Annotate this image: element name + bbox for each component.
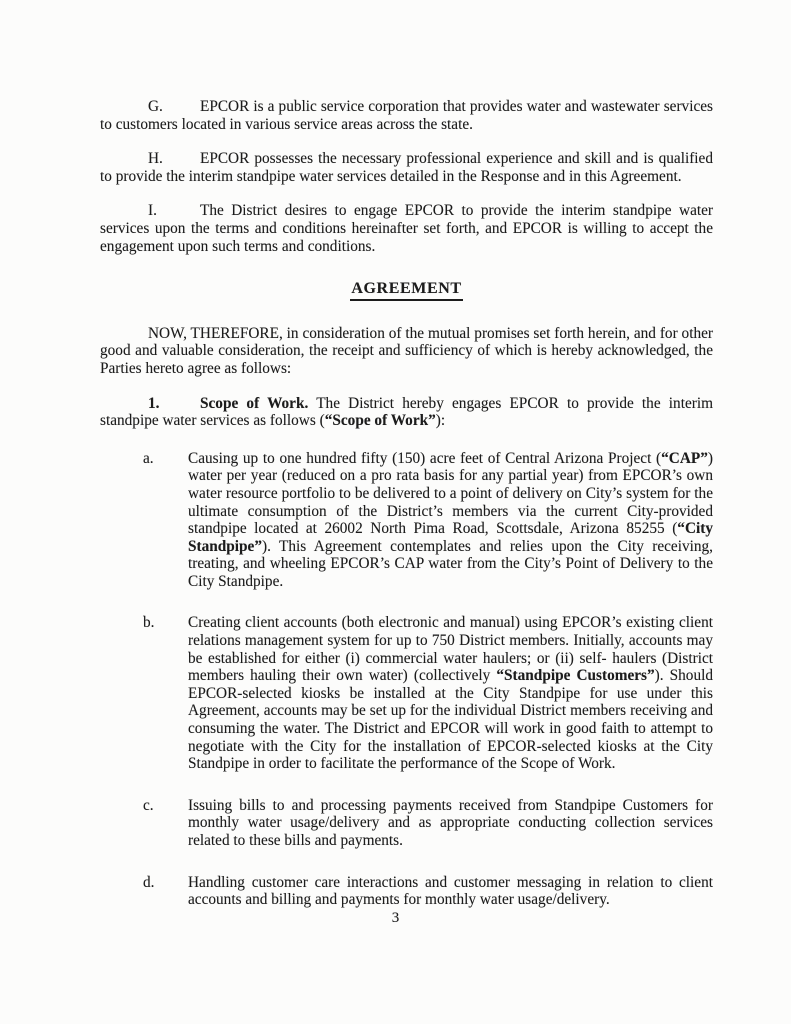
scope-item-a-text	[188, 450, 713, 590]
recital-g-label: G.	[148, 98, 163, 115]
recital-g	[100, 98, 713, 133]
scope-item-b-text	[188, 614, 713, 772]
text-segment-bold: “Standpipe Customers”	[496, 667, 655, 685]
recital-g-text: EPCOR is a public service corporation that provides water and wastewater services to customers located in various service areas across the state.	[100, 98, 713, 133]
recital-i-text: The District desires to engage EPCOR to provide the interim standpipe water services upon the terms and conditions hereinafter set forth, and EPCOR is willing to accept the engagement upon such terms and conditions.	[100, 202, 713, 255]
scope-item-a-label: a.	[143, 449, 154, 467]
recital-h-label: H.	[148, 150, 163, 168]
scope-item-c-text	[188, 797, 713, 849]
text-segment-bold: “Scope of Work”	[324, 412, 436, 430]
agreement-heading-text: AGREEMENT	[350, 280, 462, 301]
section-1-scope-of-work	[100, 395, 713, 430]
page-number: 3	[391, 910, 400, 926]
section-1-number: 1.	[148, 394, 160, 412]
text-segment: ). This Agreement contemplates and relies upon the City receiving, treating, and wheeling EPCOR’s CAP water from the City’s Point of Delivery to the City Standpipe.	[188, 537, 713, 590]
text-segment: ):	[435, 412, 446, 430]
text-segment-bold: Scope of Work.	[200, 394, 309, 412]
text-segment: ). Should EPCOR-selected kiosks be installed at the City Standpipe for use under this Agreement, accounts may be set up for the individual District members receiving and consuming the water. The District and EPCOR will work in good faith to attempt to negotiate with the City for the installation of EPCOR-selected kiosks at the City Standpipe in order to facilitate the performance of the Scope of Work.	[188, 667, 714, 773]
recital-i-label: I.	[148, 202, 157, 220]
scope-item-d-label: d.	[143, 873, 155, 891]
text-segment-bold: “City Standpipe”	[188, 520, 713, 555]
scope-item-b	[143, 614, 714, 773]
agreement-heading	[100, 280, 713, 301]
scope-item-c	[143, 796, 713, 850]
now-therefore-paragraph: NOW, THEREFORE, in consideration of the mutual promises set forth herein, and for other good and valuable consideration, the receipt and sufficiency of which is hereby acknowledged, the Parties hereto agree as follows:	[100, 324, 713, 377]
recital-h	[100, 150, 713, 185]
scope-item-b-label: b.	[143, 614, 155, 632]
scope-item-d	[143, 873, 713, 909]
scope-item-a	[143, 449, 713, 591]
text-segment-bold: “CAP”	[661, 449, 708, 467]
text-segment: Causing up to one hundred fifty (150) acre feet of Central Arizona Project (	[188, 449, 662, 467]
text-segment: Handling customer care interactions and customer messaging in relation to client accounts and billing and payments for monthly water usage/delivery.	[188, 873, 713, 909]
text-segment: ) water per year (reduced on a pro rata basis for any partial year) from EPCOR’s own water resource portfolio to be delivered to a point of delivery on City’s system for the ultimate consumption of the District’s members via the current City-provided standpipe located at 26002 North Pima Road, Scottsdale, Arizona 85255 (	[188, 449, 713, 538]
recital-i	[100, 202, 713, 255]
text-segment: Creating client accounts (both electronic and manual) using EPCOR’s existing client relations management system for up to 750 District members. Initially, accounts may be established for either (i) commercial water haulers; or (ii) self- haulers (District members hauling their own water) (collectively	[188, 614, 713, 685]
scope-item-c-label: c.	[143, 796, 154, 814]
recital-h-text: EPCOR possesses the necessary professional experience and skill and is qualified to provide the interim standpipe water services detailed in the Response and in this Agreement.	[100, 150, 713, 185]
scope-item-d-text	[188, 874, 713, 909]
text-segment: Issuing bills to and processing payments received from Standpipe Customers for monthly water usage/delivery and as appropriate conducting collection services related to these bills and payments.	[188, 796, 713, 849]
text-segment: The District hereby engages EPCOR to provide the interim standpipe water services as follows (	[100, 394, 713, 430]
